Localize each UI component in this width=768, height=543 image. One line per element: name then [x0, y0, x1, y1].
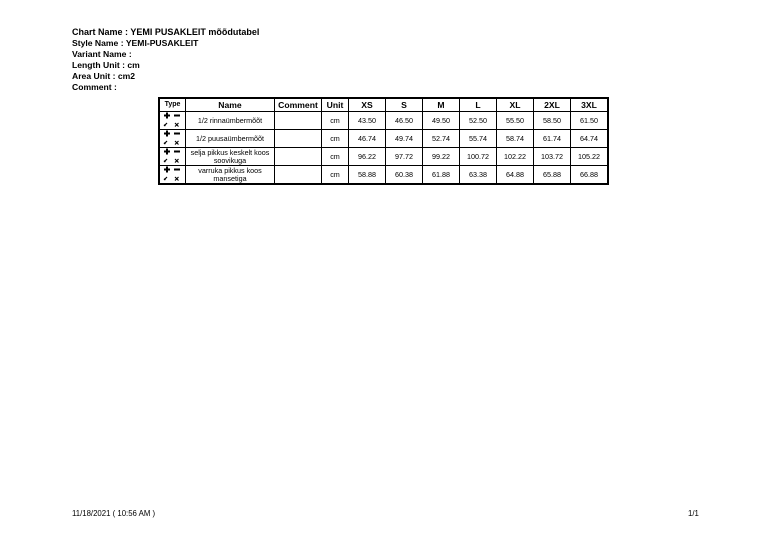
measurement-value: 64.88: [497, 166, 534, 185]
check-icon[interactable]: [164, 159, 167, 162]
check-icon[interactable]: [164, 177, 167, 180]
length-unit: Length Unit : cm: [72, 60, 140, 70]
chart-header: [72, 27, 259, 93]
measurement-unit: cm: [322, 148, 349, 166]
measurement-table: [158, 97, 609, 185]
measurement-name: selja pikkus keskelt koos soovikuga: [186, 148, 275, 166]
measurement-value: 58.50: [534, 112, 571, 130]
cross-icon[interactable]: [175, 141, 179, 145]
measurement-value: 43.50: [349, 112, 386, 130]
measurement-value: 61.88: [423, 166, 460, 185]
column-header-size: 2XL: [534, 98, 571, 112]
table-header-row: [159, 98, 608, 112]
plus-icon[interactable]: [164, 167, 170, 173]
measurement-unit: cm: [322, 130, 349, 148]
measurement-value: 49.74: [386, 130, 423, 148]
minus-icon[interactable]: [174, 169, 180, 171]
measurement-name: varruka pikkus koos mansetiga: [186, 166, 275, 185]
column-header-size: S: [386, 98, 423, 112]
measurement-value: 103.72: [534, 148, 571, 166]
measurement-value: 63.38: [460, 166, 497, 185]
table-row: [159, 166, 608, 185]
print-date: 11/18/2021 ( 10:56 AM ): [72, 509, 156, 518]
column-header-unit: Unit: [322, 98, 349, 112]
minus-icon[interactable]: [174, 115, 180, 117]
measurement-value: 46.74: [349, 130, 386, 148]
measurement-comment: [275, 166, 322, 185]
measurement-value: 100.72: [460, 148, 497, 166]
column-header-name: Name: [186, 98, 275, 112]
measurement-unit: cm: [322, 166, 349, 185]
measurement-value: 96.22: [349, 148, 386, 166]
column-header-comment: Comment: [275, 98, 322, 112]
chart-name: Chart Name : YEMI PUSAKLEIT mõõdutabel: [72, 27, 260, 37]
plus-icon[interactable]: [164, 131, 170, 137]
measurement-value: 58.74: [497, 130, 534, 148]
measurement-value: 65.88: [534, 166, 571, 185]
type-actions: [159, 130, 186, 148]
measurement-value: 55.50: [497, 112, 534, 130]
measurement-name: 1/2 puusaümbermõõt: [186, 130, 275, 148]
type-actions: [159, 148, 186, 166]
cross-icon[interactable]: [175, 123, 179, 127]
column-header-type: Type: [159, 98, 186, 112]
column-header-size: M: [423, 98, 460, 112]
plus-icon[interactable]: [164, 149, 170, 155]
measurement-value: 52.74: [423, 130, 460, 148]
measurement-value: 61.74: [534, 130, 571, 148]
measurement-value: 102.22: [497, 148, 534, 166]
column-header-size: 3XL: [571, 98, 609, 112]
measurement-comment: [275, 130, 322, 148]
cross-icon[interactable]: [175, 159, 179, 163]
column-header-size: XS: [349, 98, 386, 112]
measurement-value: 52.50: [460, 112, 497, 130]
check-icon[interactable]: [164, 141, 167, 144]
column-header-size: XL: [497, 98, 534, 112]
variant-name: Variant Name :: [72, 49, 132, 59]
minus-icon[interactable]: [174, 151, 180, 153]
page-number: 1/1: [688, 509, 699, 518]
comment-label: Comment :: [72, 82, 117, 92]
type-actions: [159, 166, 186, 185]
measurement-value: 55.74: [460, 130, 497, 148]
check-icon[interactable]: [164, 123, 167, 126]
table-row: [159, 148, 608, 166]
measurement-value: 58.88: [349, 166, 386, 185]
cross-icon[interactable]: [175, 177, 179, 181]
column-header-size: L: [460, 98, 497, 112]
measurement-value: 66.88: [571, 166, 609, 185]
measurement-value: 97.72: [386, 148, 423, 166]
measurement-value: 64.74: [571, 130, 609, 148]
table-row: [159, 130, 608, 148]
measurement-value: 99.22: [423, 148, 460, 166]
minus-icon[interactable]: [174, 133, 180, 135]
measurement-value: 61.50: [571, 112, 609, 130]
measurement-comment: [275, 148, 322, 166]
measurement-comment: [275, 112, 322, 130]
plus-icon[interactable]: [164, 113, 170, 119]
table-row: [159, 112, 608, 130]
type-actions: [159, 112, 186, 130]
style-name: Style Name : YEMI-PUSAKLEIT: [72, 38, 199, 48]
measurement-value: 105.22: [571, 148, 609, 166]
measurement-value: 49.50: [423, 112, 460, 130]
measurement-value: 46.50: [386, 112, 423, 130]
measurement-unit: cm: [322, 112, 349, 130]
measurement-value: 60.38: [386, 166, 423, 185]
area-unit: Area Unit : cm2: [72, 71, 136, 81]
measurement-name: 1/2 rinnaümbermõõt: [186, 112, 275, 130]
